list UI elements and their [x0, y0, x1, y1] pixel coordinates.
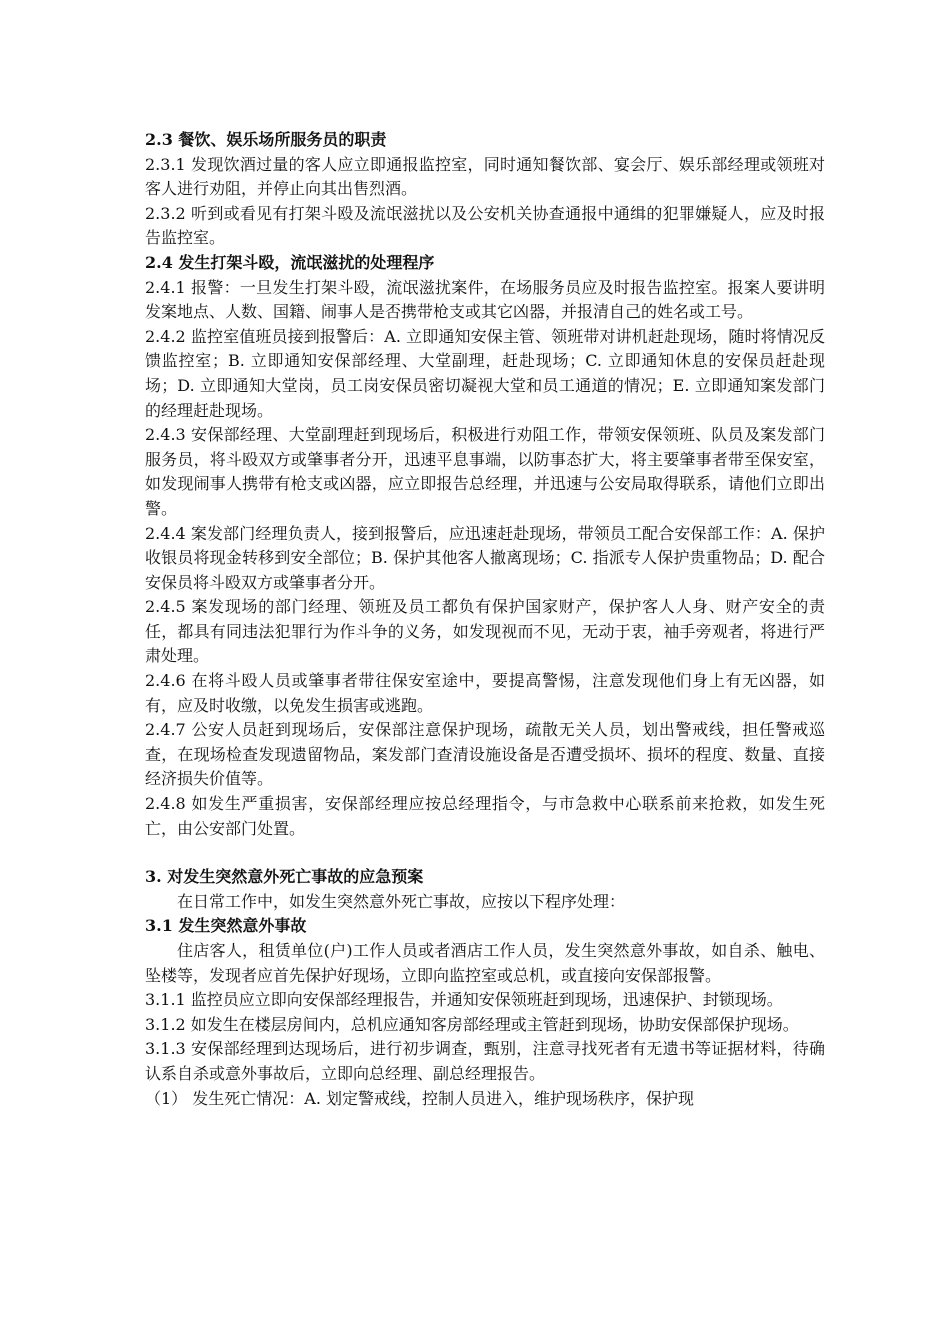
section-heading-3-1: 3.1 发生突然意外事故 — [145, 916, 307, 936]
paragraph-3-1-2: 3.1.2 如发生在楼层房间内，总机应通知客房部经理或主管赶到现场，协助安保部保护现场。 — [145, 1014, 799, 1034]
paragraph-3-1-1: 3.1.1 监控员应立即向安保部经理报告，并通知安保领班赶到现场，迅速保护、封锁现场。 — [145, 990, 783, 1010]
paragraph-3-1: 住店客人，租赁单位(户)工作人员或者酒店工作人员，发生突然意外事故，如自杀、触电、坠楼等，发现者应首先保护好现场，立即向监控室或总机，或直接向安保部报警。 — [145, 941, 825, 985]
paragraph-2-4-5: 2.4.5 案发现场的部门经理、领班及员工都负有保护国家财产，保护客人人身、财产安全的责任，都具有同违法犯罪行为作斗争的义务，如发现视而不见，无动于衷，袖手旁观者，将进行严肃处理。 — [145, 597, 825, 666]
paragraph-2-3-1: 2.3.1 发现饮酒过量的客人应立即通报监控室，同时通知餐饮部、宴会厅、娱乐部经理或领班对客人进行劝阻，并停止向其出售烈酒。 — [145, 154, 825, 199]
document-page — [145, 128, 825, 1111]
paragraph-2-4-7: 2.4.7 公安人员赶到现场后，安保部注意保护现场，疏散无关人员，划出警戒线，担任警戒巡查，在现场检查发现遗留物品，案发部门查清设施设备是否遭受损坏、损坏的程度、数量、直接经济损失价值等。 — [145, 720, 825, 789]
paragraph-2-4-2: 2.4.2 监控室值班员接到报警后：A. 立即通知安保主管、领班带对讲机赶赴现场，随时将情况反馈监控室；B. 立即通知安保部经理、大堂副理，赶赴现场；C. 立即通知休息的安保员赶赴现场；D. 立即通知大堂岗，员工岗安保员密切凝视大堂和员工通道的情况；E. 立即通知案发部门的经理赶赴现场。 — [145, 326, 825, 420]
blank-line — [145, 841, 825, 865]
paragraph-2-4-8: 2.4.8 如发生严重损害，安保部经理应按总经理指令，与市急救中心联系前来抢救，如发生死亡，由公安部门处置。 — [145, 794, 825, 838]
paragraph-2-3-2: 2.3.2 听到或看见有打架斗殴及流氓滋扰以及公安机关协查通报中通缉的犯罪嫌疑人，应及时报告监控室。 — [145, 203, 825, 248]
section-heading-2-3: 2.3 餐饮、娱乐场所服务员的职责 — [145, 130, 387, 149]
paragraph-3-intro: 在日常工作中，如发生突然意外死亡事故，应按以下程序处理： — [177, 891, 626, 911]
paragraph-3-1-3: 3.1.3 安保部经理到达现场后，进行初步调查，甄别，注意寻找死者有无遗书等证据材料，待确认系自杀或意外事故后，立即向总经理、副总经理报告。 — [145, 1039, 825, 1083]
section-heading-3: 3. 对发生突然意外死亡事故的应急预案 — [145, 867, 424, 887]
paragraph-2-4-6: 2.4.6 在将斗殴人员或肇事者带往保安室途中，要提高警惕，注意发现他们身上有无凶器，如有，应及时收缴，以免发生损害或逃跑。 — [145, 671, 825, 715]
paragraph-2-4-1: 2.4.1 报警：一旦发生打架斗殴，流氓滋扰案件，在场服务员应及时报告监控室。报案人要讲明发案地点、人数、国籍、闹事人是否携带枪支或其它凶器，并报清自己的姓名或工号。 — [145, 277, 825, 322]
paragraph-2-4-4: 2.4.4 案发部门经理负责人，接到报警后，应迅速赶赴现场，带领员工配合安保部工作：A. 保护收银员将现金转移到安全部位；B. 保护其他客人撤离现场；C. 指派专人保护贵重物品；D. 配合安保员将斗殴双方或肇事者分开。 — [145, 523, 825, 592]
paragraph-2-4-3: 2.4.3 安保部经理、大堂副理赶到现场后，积极进行劝阻工作，带领安保领班、队员及案发部门服务员，将斗殴双方或肇事者分开，迅速平息事端，以防事态扩大，将主要肇事者带至保安室，如发现闹事人携带有枪支或凶器，应立即报告总经理，并迅速与公安局取得联系，请他们立即出警。 — [145, 425, 825, 518]
paragraph-item-1: （1） 发生死亡情况：A. 划定警戒线，控制人员进入，维护现场秩序，保护现 — [145, 1088, 694, 1108]
section-heading-2-4: 2.4 发生打架斗殴，流氓滋扰的处理程序 — [145, 252, 435, 272]
